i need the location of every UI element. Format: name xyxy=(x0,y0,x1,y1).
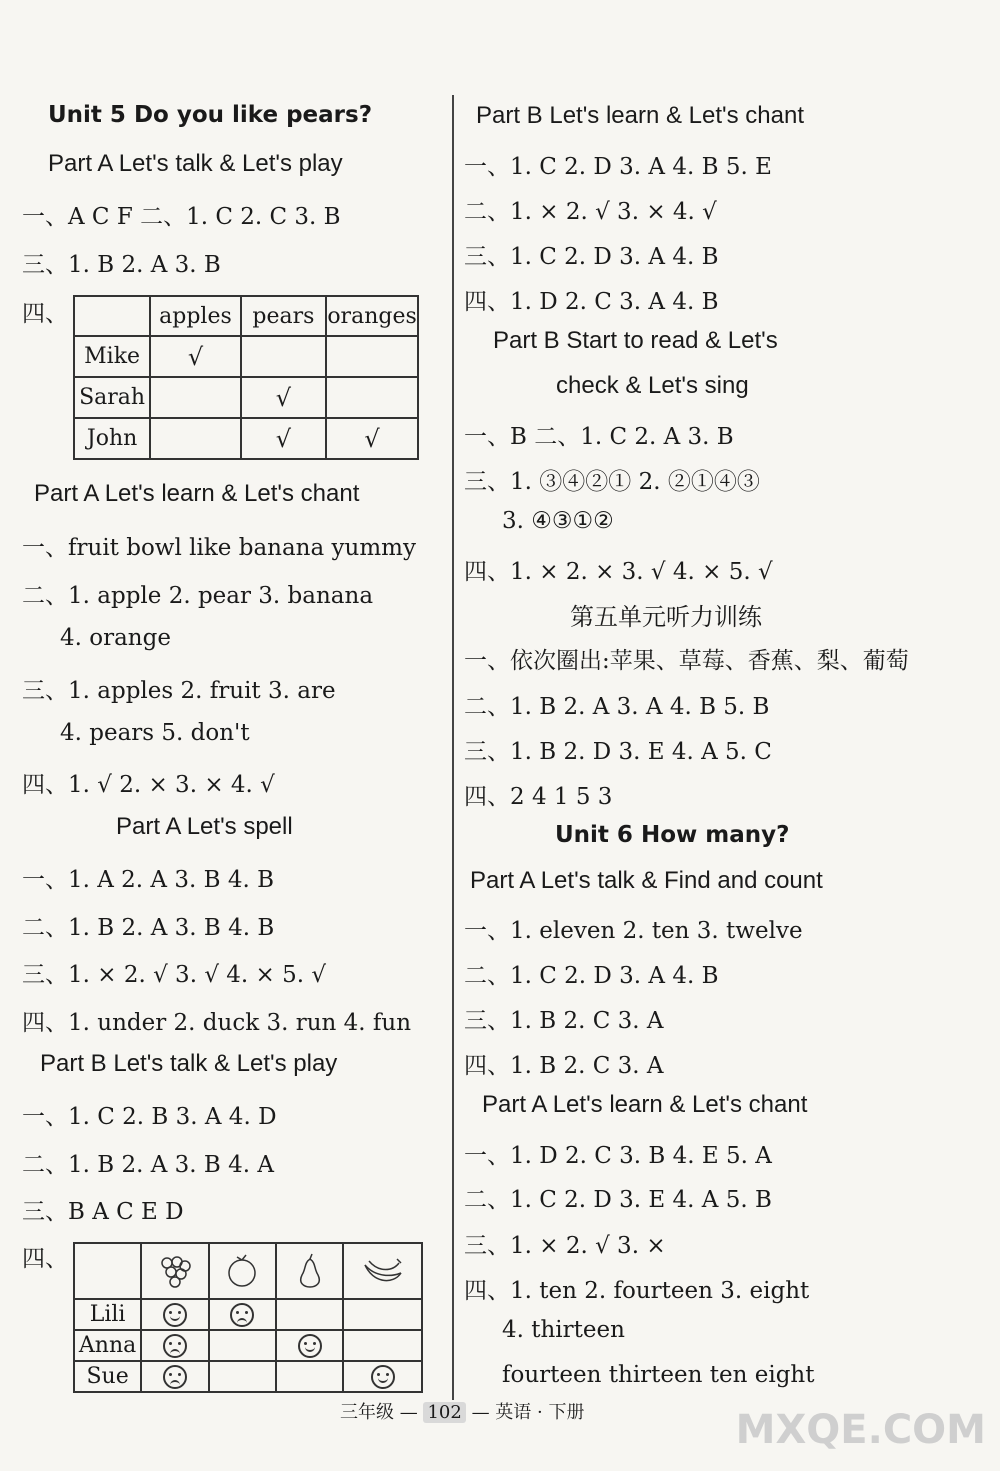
check-mark: √ xyxy=(150,336,241,377)
section-title: 第五单元听力训练 xyxy=(570,604,762,631)
table-row xyxy=(74,377,418,418)
answer-line: 四、1. under 2. duck 3. run 4. fun xyxy=(22,1010,412,1036)
check-mark xyxy=(241,336,326,377)
page-number: 102 xyxy=(423,1402,465,1423)
section-title: Part B Start to read & Let's xyxy=(493,327,778,354)
answer-line: 一、fruit bowl like banana yummy xyxy=(22,535,416,561)
row-name: Mike xyxy=(74,336,150,377)
answer-line: 一、A C F 二、1. C 2. C 3. B xyxy=(22,204,341,230)
answer-line: 四、1. B 2. C 3. A xyxy=(464,1053,664,1079)
banana-icon xyxy=(361,1253,405,1289)
check-mark xyxy=(326,336,418,377)
table-header: pears xyxy=(241,296,326,336)
question-number: 四、 xyxy=(22,1246,68,1272)
answer-line: 二、1. × 2. √ 3. × 4. √ xyxy=(464,199,717,225)
answer-line: 3. ④③①② xyxy=(502,508,614,534)
answer-line: 三、1. C 2. D 3. A 4. B xyxy=(464,244,719,270)
answer-line: 三、1. ③④②① 2. ②①④③ xyxy=(464,469,760,495)
answer-line: fourteen thirteen ten eight xyxy=(502,1362,815,1388)
check-mark: √ xyxy=(241,418,326,459)
smile-face-icon xyxy=(163,1303,187,1327)
answer-line: 一、1. D 2. C 3. B 4. E 5. A xyxy=(464,1143,772,1169)
section-title: Part A Let's learn & Let's chant xyxy=(34,480,360,507)
table-header: apples xyxy=(150,296,241,336)
table-row xyxy=(74,1330,422,1361)
section-title: Part A Let's talk & Find and count xyxy=(470,867,823,894)
answer-line: 三、1. apples 2. fruit 3. are xyxy=(22,678,336,704)
answer-line: 四、1. ten 2. fourteen 3. eight xyxy=(464,1278,810,1304)
answer-line: 二、1. apple 2. pear 3. banana xyxy=(22,583,374,609)
answer-line: 二、1. C 2. D 3. E 4. A 5. B xyxy=(464,1187,772,1213)
answer-line: 一、1. C 2. B 3. A 4. D xyxy=(22,1104,277,1130)
section-title: Part B Let's talk & Let's play xyxy=(40,1050,338,1077)
pear-icon xyxy=(290,1253,330,1289)
fruit-feeling-table xyxy=(73,1242,423,1393)
section-title: Part B Let's learn & Let's chant xyxy=(476,102,805,129)
grade-label: 三年级 xyxy=(340,1402,394,1423)
column-divider xyxy=(452,95,454,1400)
row-name: Lili xyxy=(74,1299,141,1330)
answer-line: 四、2 4 1 5 3 xyxy=(464,784,613,810)
answer-line: 四、1. × 2. × 3. √ 4. × 5. √ xyxy=(464,559,773,585)
smile-face-icon xyxy=(298,1334,322,1358)
section-title: Part A Let's spell xyxy=(116,813,293,840)
answer-line: 二、1. B 2. A 3. B 4. B xyxy=(22,915,275,941)
table-row xyxy=(74,1299,422,1330)
answer-line: 三、B A C E D xyxy=(22,1199,184,1225)
answer-line: 一、依次圈出:苹果、草莓、香蕉、梨、葡萄 xyxy=(464,648,909,674)
answer-line: 二、1. C 2. D 3. A 4. B xyxy=(464,963,719,989)
answer-line: 三、1. B 2. D 3. E 4. A 5. C xyxy=(464,739,772,765)
table-header: oranges xyxy=(326,296,418,336)
row-name: Anna xyxy=(74,1330,141,1361)
answer-line: 三、1. × 2. √ 3. √ 4. × 5. √ xyxy=(22,962,327,988)
unit5-title: Unit 5 Do you like pears? xyxy=(48,102,373,128)
table-row xyxy=(74,1361,422,1392)
answer-line: 四、1. D 2. C 3. A 4. B xyxy=(464,289,719,315)
answer-line: 二、1. B 2. A 3. B 4. A xyxy=(22,1152,274,1178)
grapes-icon xyxy=(155,1253,195,1289)
check-mark xyxy=(150,418,241,459)
check-mark: √ xyxy=(241,377,326,418)
sad-face-icon xyxy=(230,1303,254,1327)
unit6-title: Unit 6 How many? xyxy=(555,822,790,848)
answer-line: 一、1. A 2. A 3. B 4. B xyxy=(22,867,274,893)
answer-line: 三、1. × 2. √ 3. × xyxy=(464,1233,666,1259)
answer-line: 4. thirteen xyxy=(502,1317,625,1343)
table-row xyxy=(74,418,418,459)
answer-line: 二、1. B 2. A 3. A 4. B 5. B xyxy=(464,694,770,720)
check-mark xyxy=(326,377,418,418)
answer-line: 三、1. B 2. A 3. B xyxy=(22,252,221,278)
row-name: Sue xyxy=(74,1361,141,1392)
fruit-preference-table xyxy=(73,295,419,460)
page-footer: 三年级 — 102 — 英语 · 下册 xyxy=(340,1402,585,1423)
answer-line: 一、1. C 2. D 3. A 4. B 5. E xyxy=(464,154,772,180)
question-number: 四、 xyxy=(22,301,68,327)
table-row xyxy=(74,336,418,377)
section-title: check & Let's sing xyxy=(556,372,749,399)
answer-line: 4. orange xyxy=(60,625,171,651)
sad-face-icon xyxy=(163,1334,187,1358)
answer-line: 一、1. eleven 2. ten 3. twelve xyxy=(464,918,803,944)
watermark: MXQE.COM xyxy=(735,1407,986,1453)
answer-line: 三、1. B 2. C 3. A xyxy=(464,1008,664,1034)
answer-line: 4. pears 5. don't xyxy=(60,720,250,746)
row-name: John xyxy=(74,418,150,459)
smile-face-icon xyxy=(371,1365,395,1389)
answer-line: 一、B 二、1. C 2. A 3. B xyxy=(464,424,734,450)
section-title: Part A Let's talk & Let's play xyxy=(48,150,343,177)
row-name: Sarah xyxy=(74,377,150,418)
subject-label: 英语 · 下册 xyxy=(495,1402,585,1423)
check-mark xyxy=(150,377,241,418)
section-title: Part A Let's learn & Let's chant xyxy=(482,1091,808,1118)
sad-face-icon xyxy=(163,1365,187,1389)
check-mark: √ xyxy=(326,418,418,459)
orange-icon xyxy=(222,1253,262,1289)
answer-line: 四、1. √ 2. × 3. × 4. √ xyxy=(22,772,275,798)
